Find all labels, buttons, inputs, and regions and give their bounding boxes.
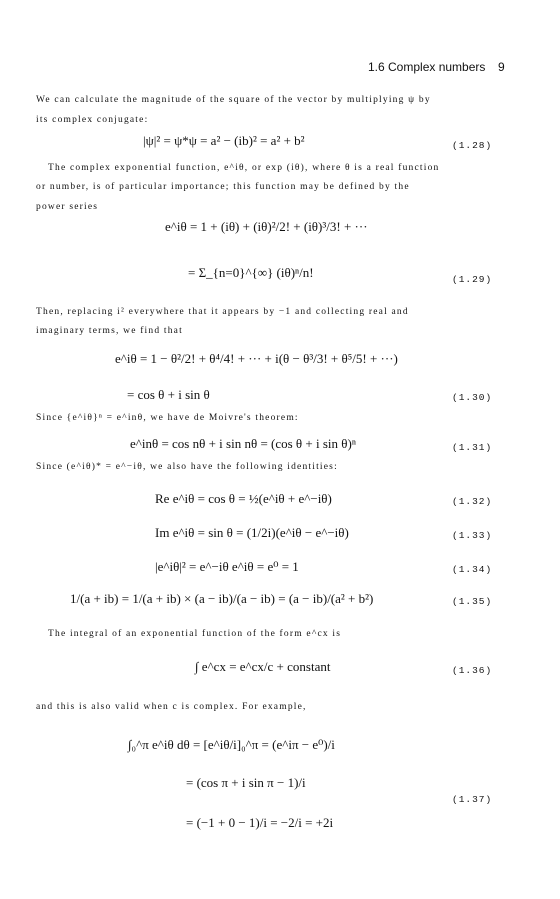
- paragraph-2-line-2: or number, is of particular importance; this function may be defined by the: [36, 182, 410, 192]
- equation-1-33: Im e^iθ = sin θ = (1/2i)(e^iθ − e^−iθ): [155, 525, 349, 540]
- paragraph-4: Since {e^iθ}ⁿ = e^inθ, we have de Moivre's theorem:: [36, 413, 299, 423]
- equation-number-1-29: (1.29): [452, 274, 493, 285]
- running-header-section: 1.6 Complex numbers: [368, 60, 486, 74]
- equation-number-1-30: (1.30): [452, 392, 493, 403]
- equation-number-1-34: (1.34): [452, 564, 493, 575]
- equation-number-1-33: (1.33): [452, 530, 493, 541]
- paragraph-1-line-2: its complex conjugate:: [36, 115, 149, 125]
- page-number: 9: [498, 60, 505, 74]
- equation-1-37-result: = (−1 + 0 − 1)/i = −2/i = +2i: [186, 815, 334, 830]
- paragraph-3-line-1: Then, replacing i² everywhere that it appears by −1 and collecting real and: [36, 307, 409, 317]
- equation-number-1-37: (1.37): [452, 794, 493, 805]
- equation-number-1-28: (1.28): [452, 140, 493, 151]
- equation-1-32: Re e^iθ = cos θ = ½(e^iθ + e^−iθ): [155, 491, 332, 506]
- equation-number-1-32: (1.32): [452, 496, 493, 507]
- paragraph-5: Since (e^iθ)* = e^−iθ, we also have the following identities:: [36, 462, 338, 472]
- equation-1-29-sum: = Σ_{n=0}^{∞} (iθ)ⁿ/n!: [188, 265, 314, 280]
- paragraph-2-line-1: The complex exponential function, e^iθ, or exp (iθ), where θ is a real function: [48, 163, 440, 173]
- equation-1-34: |e^iθ|² = e^−iθ e^iθ = e⁰ = 1: [155, 559, 299, 574]
- equation-1-30-expansion: e^iθ = 1 − θ²/2! + θ⁴/4! + ··· + i(θ − θ³/3! + θ⁵/5! + ···): [115, 351, 398, 366]
- equation-1-36: ∫ e^cx = e^cx/c + constant: [195, 659, 331, 674]
- equation-1-29-series: e^iθ = 1 + (iθ) + (iθ)²/2! + (iθ)³/3! + ···: [165, 219, 368, 234]
- paragraph-7: and this is also valid when c is complex. For example,: [36, 702, 307, 712]
- equation-1-30-result: = cos θ + i sin θ: [127, 387, 210, 402]
- equation-1-37-substitution: = (cos π + i sin π − 1)/i: [186, 775, 306, 790]
- equation-1-37-integral: ∫₀^π e^iθ dθ = [e^iθ/i]₀^π = (e^iπ − e⁰)/i: [128, 737, 335, 752]
- equation-number-1-35: (1.35): [452, 596, 493, 607]
- equation-number-1-31: (1.31): [452, 442, 493, 453]
- equation-number-1-36: (1.36): [452, 665, 493, 676]
- paragraph-6: The integral of an exponential function of the form e^cx is: [48, 629, 342, 639]
- equation-1-28: |ψ|² = ψ*ψ = a² − (ib)² = a² + b²: [143, 133, 305, 148]
- paragraph-2-line-3: power series: [36, 202, 99, 212]
- equation-1-31: e^inθ = cos nθ + i sin nθ = (cos θ + i sin θ)ⁿ: [130, 436, 356, 451]
- equation-1-35: 1/(a + ib) = 1/(a + ib) × (a − ib)/(a − ib) = (a − ib)/(a² + b²): [70, 591, 374, 606]
- paragraph-3-line-2: imaginary terms, we find that: [36, 326, 183, 336]
- paragraph-1-line-1: We can calculate the magnitude of the square of the vector by multiplying ψ by: [36, 95, 431, 105]
